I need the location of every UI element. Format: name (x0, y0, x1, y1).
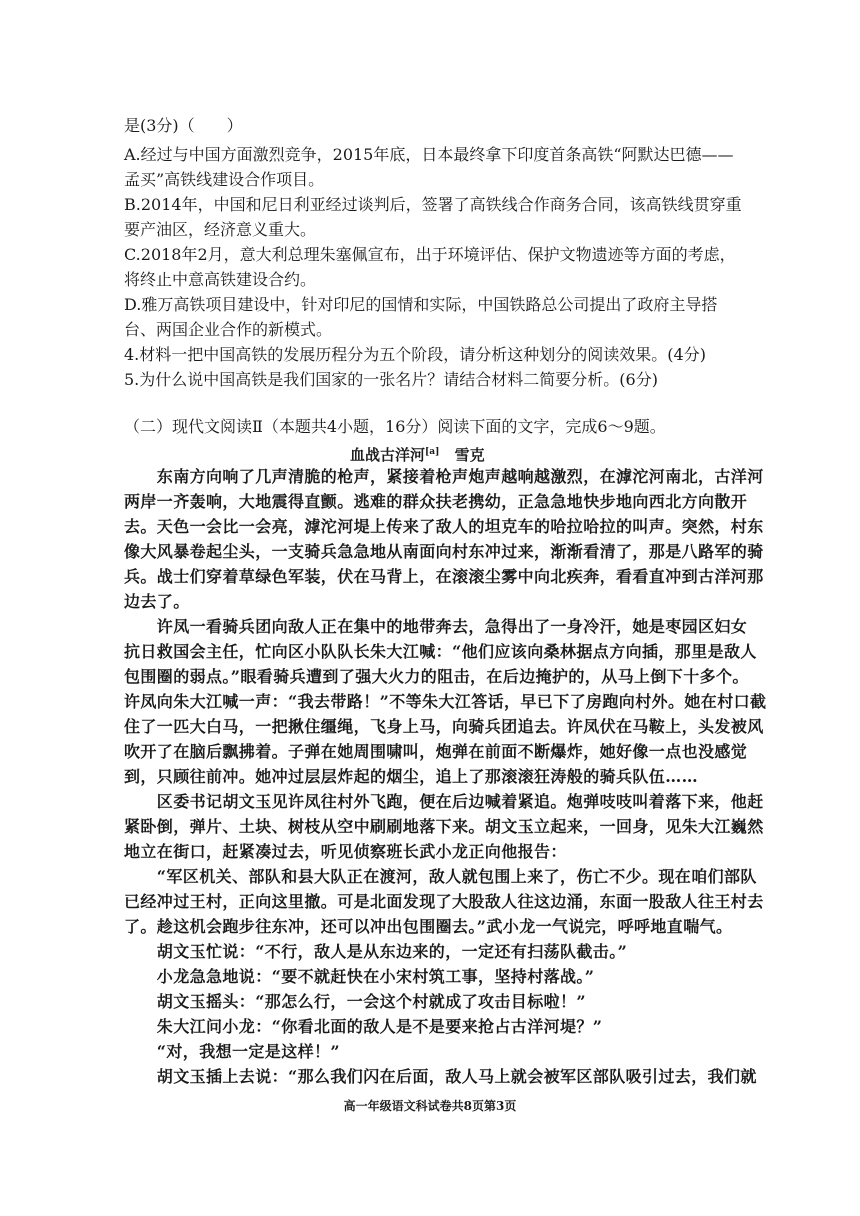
option-d-line-2: 台、两国企业合作的新模式。 (124, 320, 333, 339)
article-author: 雪克 (454, 446, 485, 464)
article-line: 胡文玉插上去说：“那么我们闪在后面，敌人马上就会被军区部队吸引过去，我们就 (124, 1067, 757, 1086)
article-title-line (350, 441, 485, 466)
section-heading: （二）现代文阅读Ⅱ（本题共4小题，16分）阅读下面的文字，完成6～9题。 (124, 417, 666, 436)
option-c-line-1: C.2018年2月，意大利总理朱塞佩宣布，出于环境评估、保护文物遗迹等方面的考虑， (124, 245, 736, 264)
article-line: 包围圈的弱点。”眼看骑兵遭到了强大火力的阻击，在后边掩护的，从马上倒下十多个。 (124, 667, 749, 686)
option-a-line-1: A.经过与中国方面激烈竞争，2015年底，日本最终拿下印度首条高铁“阿默达巴德—— (124, 145, 734, 164)
article-line: 了。趁这机会跑步往东冲，还可以冲出包围圈去。”武小龙一气说完，呼呼地直喘气。 (124, 917, 733, 936)
article-line: 抗日救国会主任，忙向区小队队长朱大江喊：“他们应该向桑林据点方向插，那里是敌人 (124, 642, 757, 661)
option-b-line-2: 要产油区，经济意义重大。 (124, 220, 317, 239)
question-5: 5.为什么说中国高铁是我们国家的一张名片？请结合材料二简要分析。(6分) (124, 370, 658, 389)
article-line: 吹开了在脑后飘拂着。子弹在她周围啸叫，炮弹在前面不断爆炸，她好像一点也没感觉 (124, 742, 748, 761)
article-line: 紧卧倒，弹片、土块、树枝从空中刷刷地落下来。胡文玉立起来，一回身，见朱大江巍然 (124, 817, 764, 836)
option-c-line-2: 将终止中意高铁建设合约。 (124, 270, 317, 289)
article-line: 小龙急急地说：“要不就赶快在小宋村筑工事，坚持村落战。” (124, 967, 595, 986)
option-a-line-2: 孟买”高铁线建设合作项目。 (124, 170, 325, 189)
article-line: 像大风暴卷起尘头，一支骑兵急急地从南面向村东冲过来，渐渐看清了，那是八路军的骑 (124, 542, 764, 561)
article-line: 胡文玉摇头：“那怎么行，一会这个村就成了攻击目标啦！” (124, 992, 587, 1011)
option-d-line-1: D.雅万高铁项目建设中，针对印尼的国情和实际，中国铁路总公司提出了政府主导搭 (124, 295, 718, 314)
article-line: 胡文玉忙说：“不行，敌人是从东边来的，一定还有扫荡队截击。” (124, 942, 628, 961)
option-b-line-1: B.2014年，中国和尼日利亚经过谈判后，签署了高铁线合作商务合同，该高铁线贯穿重 (124, 195, 742, 214)
page-footer: 高一年级语文科试卷共8页第3页 (343, 1099, 517, 1113)
question-4: 4.材料一把中国高铁的发展历程分为五个阶段，请分析这种划分的阅读效果。(4分) (124, 345, 706, 364)
article-title: 血战古洋河 (350, 446, 426, 464)
article-footnote-mark: [a] (425, 447, 440, 457)
article-line: 区委书记胡文玉见许凤往村外飞跑，便在后边喊着紧追。炮弹吱吱叫着落下来，他赶 (124, 792, 764, 811)
article-line: 地立在街口，赶紧凑过去，听见侦察班长武小龙正向他报告： (124, 842, 567, 861)
article-line: 许凤向朱大江喊一声：“我去带路！”不等朱大江答话，早已下了房跑向村外。她在村口截 (124, 692, 767, 711)
article-line: 去。天色一会比一会亮，滹沱河堤上传来了敌人的坦克车的哈拉哈拉的叫声。突然，村东 (124, 517, 764, 536)
article-line: 边去了。 (124, 592, 190, 611)
article-line: “对，我想一定是这样！” (124, 1042, 341, 1061)
article-line: 兵。战士们穿着草绿色军装，伏在马背上，在滚滚尘雾中向北疾奔，看看直冲到古洋河那 (124, 567, 764, 586)
article-line: “军区机关、部队和县大队正在渡河，敌人就包围上来了，伤亡不少。现在咱们部队 (124, 867, 757, 886)
article-line: 许凤一看骑兵团向敌人正在集中的地带奔去，急得出了一身冷汗，她是枣园区妇女 (124, 617, 748, 636)
article-line: 已经冲过王村，正向这里撤。可是北面发现了大股敌人往这边涌，东面一股敌人往王村去 (124, 892, 764, 911)
article-line: 东南方向响了几声清脆的枪声，紧接着枪声炮声越响越激烈，在滹沱河南北，古洋河 (124, 467, 764, 486)
article-line: 朱大江问小龙：“你看北面的敌人是不是要来抢占古洋河堤？” (124, 1017, 603, 1036)
article-line: 两岸一齐轰响，大地震得直颤。逃难的群众扶老携幼，正急急地快步地向西北方向散开 (124, 492, 748, 511)
question-stem-tail: 是(3分)（ ） (124, 116, 243, 135)
article-line: 住了一匹大白马，一把揪住缰绳，飞身上马，向骑兵团追去。许凤伏在马鞍上，头发被风 (124, 717, 764, 736)
article-line: 到，只顾往前冲。她冲过层层炸起的烟尘，追上了那滚滚狂涛般的骑兵队伍…… (124, 767, 699, 786)
